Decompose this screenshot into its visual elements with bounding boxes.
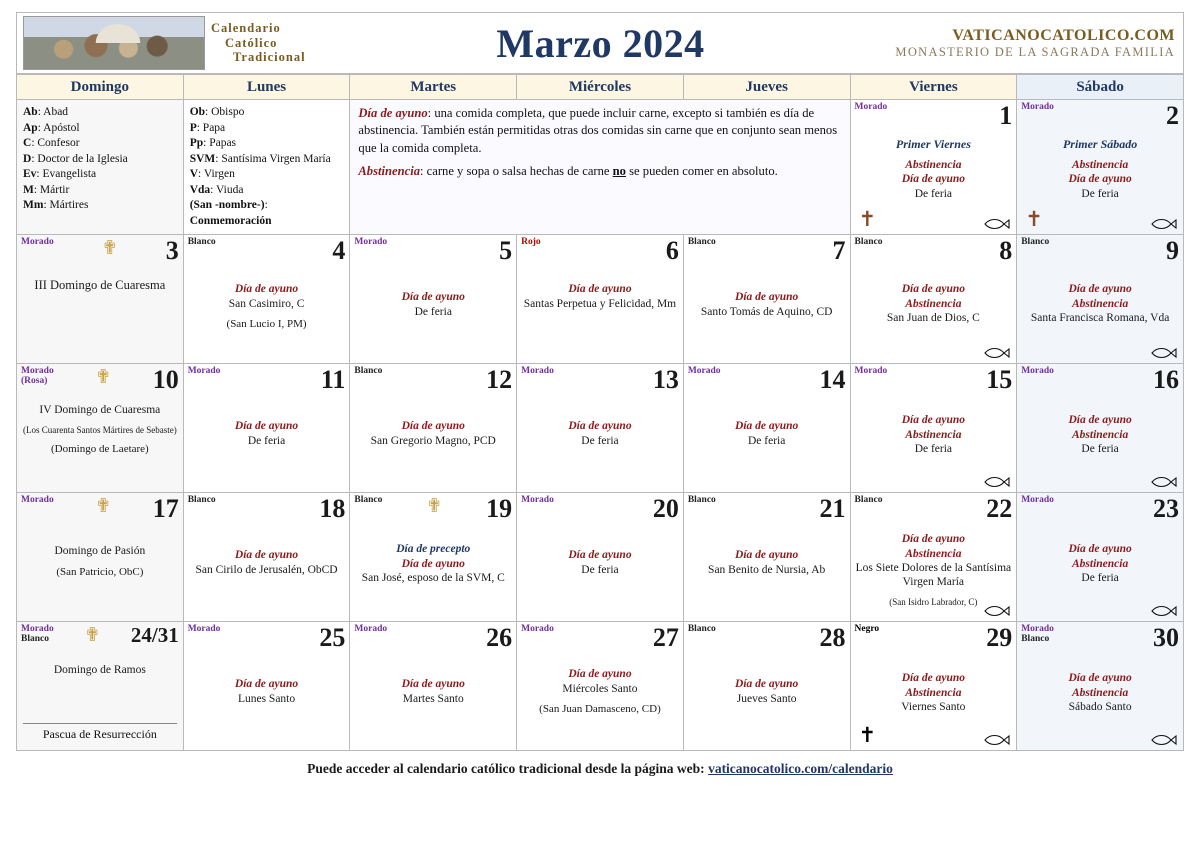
fasting-label: Día de ayuno (901, 173, 965, 186)
legend-cell-1 (17, 100, 184, 235)
fasting-label: Día de ayuno (1068, 543, 1132, 556)
fasting-label: Día de ayuno (401, 557, 465, 570)
weekday-miercoles: Miércoles (517, 75, 684, 100)
saint-name: De feria (914, 187, 953, 200)
fasting-label: Día de ayuno (568, 420, 632, 433)
liturgical-color: Blanco (687, 237, 716, 248)
fish-icon (1151, 347, 1177, 359)
day-number: 28 (819, 623, 846, 653)
liturgical-color-secondary: Blanco (1021, 634, 1050, 645)
legend-abbr: C (23, 137, 32, 150)
weekday-martes: Martes (350, 75, 517, 100)
saint-name: De feria (581, 563, 619, 576)
saint-name: De feria (1081, 187, 1119, 200)
liturgical-color: Morado (854, 366, 888, 377)
footer-text: Puede acceder al calendario católico tradicional desde la página web: (307, 761, 709, 777)
day-cell-12[interactable] (350, 364, 517, 493)
day-number: 24/31 (130, 623, 179, 648)
legend-column-2 (184, 100, 350, 234)
day-cell-8[interactable] (850, 235, 1017, 364)
dagger-icon: ✝ (1025, 207, 1043, 232)
day-cell-27[interactable] (517, 622, 684, 751)
weekday-header-row (17, 75, 1184, 100)
legend-text: : Confesor (31, 137, 80, 150)
liturgical-color: Blanco (187, 237, 216, 248)
day-number: 25 (319, 623, 346, 653)
legend-text: : Virgen (198, 168, 235, 181)
abstinence-label: Abstinencia (905, 686, 962, 699)
liturgical-color: Morado (187, 366, 221, 377)
saint-name: San Benito de Nursia, Ab (708, 563, 826, 576)
day-cell-17[interactable] (17, 493, 184, 622)
fasting-label: Día de ayuno (401, 291, 465, 304)
fasting-label: Día de ayuno (901, 283, 965, 296)
saint-name: De feria (1081, 571, 1119, 584)
saint-name: San Casimiro, C (228, 297, 305, 310)
day-cell-26[interactable] (350, 622, 517, 751)
day-cell-14[interactable] (683, 364, 850, 493)
legend-item (23, 105, 177, 121)
legend-text: : Viuda (210, 183, 244, 196)
legend-text: : (264, 199, 268, 212)
weekday-sabado: Sábado (1017, 75, 1184, 100)
legend-item (190, 152, 344, 168)
calendar-week-3 (17, 364, 1184, 493)
cross-icon: ✟ (426, 496, 443, 518)
liturgical-color: Morado (1021, 102, 1054, 112)
liturgical-color: Blanco (854, 495, 883, 506)
liturgical-color-secondary: (Rosa) (21, 376, 48, 387)
logo-left (17, 13, 306, 73)
commemoration: (Los Cuarenta Santos Mártires de Sebaste) (22, 424, 177, 435)
precept-label: Día de precepto (396, 543, 471, 556)
liturgical-color: Morado (521, 624, 554, 635)
saint-name: Los Siete Dolores de la Santísima Virgen María (855, 561, 1012, 589)
liturgical-color: Morado (354, 624, 388, 635)
feast-name: Domingo de Pasión (54, 545, 146, 558)
fasting-label: Día de ayuno (735, 678, 799, 691)
saint-name: San José, esposo de la SVM, C (361, 571, 505, 584)
fasting-note (350, 100, 849, 186)
day-number: 10 (152, 365, 179, 395)
legend-text: : Papas (203, 137, 237, 150)
liturgical-color: Morado (521, 366, 554, 377)
day-number: 3 (165, 236, 179, 266)
legend-item (190, 136, 344, 152)
liturgical-color: Morado (687, 366, 721, 377)
day-cell-1[interactable] (850, 100, 1017, 235)
legend-abbr: Ev (23, 168, 37, 181)
day-number: 8 (999, 236, 1013, 266)
page-footer (16, 761, 1184, 777)
day-number: 6 (665, 236, 679, 266)
abstinence-label: Abstinencia (1071, 686, 1129, 699)
fasting-label: Día de ayuno (568, 668, 632, 681)
liturgical-color: Blanco (354, 366, 383, 377)
legend-text: : Apóstol (37, 121, 80, 134)
fasting-label: Día de ayuno (1068, 672, 1132, 685)
fasting-note-text-a: : carne y sopa o salsa hechas de carne (420, 164, 613, 179)
day-cell-20[interactable] (517, 493, 684, 622)
saint-name: San Cirilo de Jerusalén, ObCD (195, 563, 338, 576)
fish-icon (1151, 734, 1177, 746)
easter-feast-name: Pascua de Resurrección (23, 723, 177, 742)
day-cell-9[interactable] (1017, 235, 1184, 364)
day-number: 29 (986, 623, 1013, 653)
liturgical-color: Morado (354, 237, 388, 248)
saint-name: De feria (747, 434, 786, 447)
liturgical-color: Morado (1021, 366, 1054, 377)
fasting-label: Día de ayuno (234, 678, 299, 691)
legend-item (190, 167, 344, 183)
black-cross-icon: ✝ (858, 723, 877, 748)
abstinence-label: Abstinencia (905, 547, 962, 560)
legend-abbr: Mm (23, 199, 44, 212)
legend-item (23, 152, 177, 168)
legend-abbr: Vda (189, 183, 211, 196)
liturgical-color: Morado (1021, 624, 1054, 635)
legend-text: : Papa (196, 121, 226, 134)
liturgical-color-secondary: Blanco (21, 634, 49, 645)
liturgical-color: Morado (1021, 495, 1054, 506)
legend-item (190, 105, 344, 121)
legend-text: : Obispo (205, 106, 245, 118)
day-number: 18 (319, 494, 346, 524)
cross-icon: ✟ (101, 238, 118, 260)
fasting-label: Día de ayuno (234, 283, 299, 296)
day-number: 21 (819, 494, 846, 524)
legend-column-1 (17, 100, 183, 219)
legend-item (190, 198, 344, 214)
calendar-week-4 (17, 493, 1184, 622)
saint-name: Santo Tomás de Aquino, CD (700, 305, 833, 318)
saint-name: De feria (581, 434, 619, 447)
day-number: 13 (652, 365, 679, 395)
day-number: 9 (1166, 236, 1179, 266)
legend-item (190, 214, 344, 230)
saint-name: San Juan de Dios, C (886, 311, 980, 324)
day-cell-7[interactable] (683, 235, 850, 364)
commemoration: (San Juan Damasceno, CD) (539, 702, 661, 715)
day-heading: Primer Sábado (1062, 137, 1138, 151)
legend-cell-2 (183, 100, 350, 235)
day-cell-5[interactable] (350, 235, 517, 364)
fasting-label: Día de ayuno (1068, 414, 1132, 427)
day-cell-22[interactable] (850, 493, 1017, 622)
legend-item (190, 121, 344, 137)
logo-left-line-2: Católico (225, 35, 278, 50)
day-cell-15[interactable] (850, 364, 1017, 493)
legend-text: : Abad (37, 106, 69, 118)
day-number: 14 (819, 365, 846, 395)
fish-icon (984, 734, 1010, 746)
liturgical-color: Blanco (854, 237, 883, 248)
day-cell-2[interactable] (1017, 100, 1184, 235)
saint-name: De feria (247, 434, 286, 447)
day-cell-28[interactable] (683, 622, 850, 751)
fish-icon (984, 347, 1010, 359)
fasting-label: Día de ayuno (1068, 173, 1132, 186)
saint-name: San Gregorio Magno, PCD (370, 434, 496, 447)
saint-name: Sábado Santo (1068, 700, 1132, 713)
calendar-week-5 (17, 622, 1184, 751)
legend-item (23, 183, 177, 199)
page-header (16, 12, 1184, 74)
legend-item (23, 121, 177, 137)
day-number: 15 (986, 365, 1013, 395)
logo-left-line-3: Tradicional (233, 50, 306, 65)
calendar-week-1 (17, 100, 1184, 235)
abstinence-label: Abstinencia (1071, 159, 1129, 171)
day-number: 26 (486, 623, 513, 653)
day-number: 5 (499, 236, 513, 266)
saint-name: Santas Perpetua y Felicidad, Mm (523, 297, 677, 310)
calendar-website-link[interactable]: vaticanocatolico.com/calendario (708, 761, 893, 777)
day-cell-30[interactable] (1017, 622, 1184, 751)
liturgical-color: Morado (21, 495, 54, 506)
fasting-label: Día de ayuno (568, 283, 632, 296)
weekday-domingo: Domingo (17, 75, 184, 100)
day-cell-25[interactable] (183, 622, 350, 751)
day-cell-21[interactable] (683, 493, 850, 622)
abstinence-label: Abstinencia (1071, 297, 1129, 310)
fasting-label: Día de ayuno (735, 291, 799, 304)
fasting-label: Día de ayuno (1068, 283, 1132, 296)
legend-item (190, 183, 344, 199)
saint-name: Jueves Santo (736, 692, 797, 705)
fasting-note-label-abstinencia: Abstinencia (358, 164, 420, 179)
day-heading: Primer Viernes (895, 137, 971, 151)
legend-abbr: Ap (23, 121, 38, 134)
day-number: 2 (1166, 101, 1179, 130)
fasting-label: Día de ayuno (901, 414, 965, 427)
fasting-note-no: no (612, 164, 626, 179)
liturgical-color: Morado (521, 495, 554, 506)
day-cell-13[interactable] (517, 364, 684, 493)
saint-name: Martes Santo (402, 692, 464, 705)
day-cell-3[interactable] (17, 235, 184, 364)
abstinence-label: Abstinencia (905, 297, 962, 310)
fasting-label: Día de ayuno (234, 549, 299, 562)
abstinence-label: Abstinencia (1071, 557, 1129, 570)
legend-abbr: (San -nombre-) (189, 199, 265, 212)
legend-text: : Santísima Virgen María (215, 152, 331, 165)
day-number: 1 (999, 101, 1013, 130)
cross-icon: ✟ (95, 367, 112, 389)
fish-icon (984, 218, 1010, 230)
commemoration: (San Isidro Labrador, C) (889, 596, 978, 607)
fasting-note-text-b: se pueden comer en absoluto. (625, 164, 778, 179)
fish-icon (984, 476, 1010, 488)
liturgical-color: Blanco (1021, 237, 1050, 248)
saint-name: Santa Francisca Romana, Vda (1030, 311, 1170, 324)
sunday-alt-name: (Domingo de Laetare) (50, 442, 149, 455)
page-title: Marzo 2024 (496, 20, 705, 66)
legend-abbr: SVM (189, 152, 216, 165)
legend-abbr: Ab (23, 106, 38, 118)
fish-icon (1151, 476, 1177, 488)
day-number: 30 (1153, 623, 1179, 653)
day-cell-6[interactable] (517, 235, 684, 364)
liturgical-color: Blanco (187, 495, 216, 506)
liturgical-color: Morado (21, 366, 54, 377)
legend-abbr: Pp (189, 137, 204, 150)
calendar-week-2 (17, 235, 1184, 364)
logo-left-title (211, 21, 306, 64)
day-number: 20 (652, 494, 679, 524)
liturgical-color: Blanco (354, 495, 383, 506)
day-cell-10[interactable] (17, 364, 184, 493)
legend-text: : Mártir (33, 183, 70, 196)
day-number: 4 (332, 236, 346, 266)
fish-icon (984, 605, 1010, 617)
liturgical-color: Morado (21, 237, 54, 248)
day-cell-23[interactable] (1017, 493, 1184, 622)
liturgical-color: Rojo (521, 237, 541, 248)
legend-cont: Conmemoración (189, 214, 272, 227)
legend-item (23, 136, 177, 152)
day-cell-11[interactable] (183, 364, 350, 493)
legend-item (23, 167, 177, 183)
feast-name: III Domingo de Cuaresma (34, 278, 166, 293)
dagger-icon: ✝ (858, 207, 877, 232)
saint-name: Lunes Santo (237, 692, 296, 705)
cross-icon: ✟ (84, 625, 101, 647)
day-cell-19[interactable] (350, 493, 517, 622)
legend-abbr: V (189, 168, 199, 181)
commemoration: (San Patricio, ObC) (56, 565, 144, 578)
saint-name: De feria (1081, 442, 1119, 455)
saint-name: Viernes Santo (901, 700, 966, 713)
legend-text: : Mártires (43, 199, 89, 212)
fasting-note-cell (350, 100, 850, 235)
fasting-label: Día de ayuno (735, 549, 799, 562)
day-cell-29[interactable] (850, 622, 1017, 751)
weekday-jueves: Jueves (683, 75, 850, 100)
day-number: 16 (1153, 365, 1179, 395)
fasting-label: Día de ayuno (568, 549, 632, 562)
fish-icon (1151, 605, 1177, 617)
day-number: 23 (1153, 494, 1179, 524)
fasting-label: Día de ayuno (401, 678, 465, 691)
day-number: 11 (320, 365, 346, 395)
monastery-name: MONASTERIO DE LA SAGRADA FAMILIA (895, 45, 1175, 60)
fasting-label: Día de ayuno (234, 420, 299, 433)
liturgical-color: Morado (187, 624, 221, 635)
weekday-viernes: Viernes (850, 75, 1017, 100)
legend-text: : Doctor de la Iglesia (31, 152, 128, 165)
logo-right (895, 26, 1183, 60)
saint-name: De feria (414, 305, 452, 318)
day-number: 27 (652, 623, 679, 653)
abstinence-label: Abstinencia (1071, 428, 1129, 441)
legend-abbr: M (23, 183, 34, 196)
day-cell-24-31[interactable] (17, 622, 184, 751)
day-number: 17 (152, 494, 179, 524)
liturgical-color: Morado (854, 102, 888, 112)
fasting-label: Día de ayuno (735, 420, 799, 433)
legend-text: : Evangelista (36, 168, 97, 181)
liturgical-color: Blanco (687, 495, 716, 506)
day-number: 12 (486, 365, 513, 395)
feast-name: Domingo de Ramos (53, 664, 146, 677)
abstinence-label: Abstinencia (905, 159, 962, 171)
day-cell-4[interactable] (183, 235, 350, 364)
feast-name: IV Domingo de Cuaresma (39, 404, 161, 417)
legend-abbr: Ob (189, 106, 206, 118)
commemoration: (San Lucio I, PM) (226, 317, 307, 330)
calendar-table (16, 74, 1184, 751)
legend-abbr: P (189, 121, 197, 134)
fasting-note-text-ayuno: : una comida completa, que puede incluir carne, excepto si también es día de abstinencia. También están permitidas otras dos comidas sin carne que en conjunto sean menos que la comida completa. (358, 106, 838, 155)
legend-abbr: D (23, 152, 32, 165)
day-number: 7 (832, 236, 846, 266)
fasting-note-label-ayuno: Día de ayuno (358, 106, 428, 120)
legend-item (23, 198, 177, 214)
saint-name: Miércoles Santo (562, 682, 638, 695)
fasting-label: Día de ayuno (401, 420, 465, 433)
day-number: 19 (486, 494, 513, 524)
abstinence-label: Abstinencia (905, 428, 962, 441)
fasting-label: Día de ayuno (901, 672, 965, 685)
liturgical-color: Negro (854, 624, 880, 635)
site-name: VATICANOCATOLICO.COM (952, 26, 1175, 44)
day-cell-18[interactable] (183, 493, 350, 622)
logo-left-line-1: Calendario (211, 21, 281, 36)
liturgical-color: Blanco (687, 624, 716, 635)
day-number: 22 (986, 494, 1013, 524)
last-supper-image (23, 16, 205, 70)
saint-name: De feria (914, 442, 953, 455)
day-cell-16[interactable] (1017, 364, 1184, 493)
weekday-lunes: Lunes (183, 75, 350, 100)
liturgical-color: Morado (21, 624, 54, 635)
cross-icon: ✟ (95, 496, 112, 518)
fish-icon (1151, 218, 1177, 230)
fasting-label: Día de ayuno (901, 533, 965, 546)
